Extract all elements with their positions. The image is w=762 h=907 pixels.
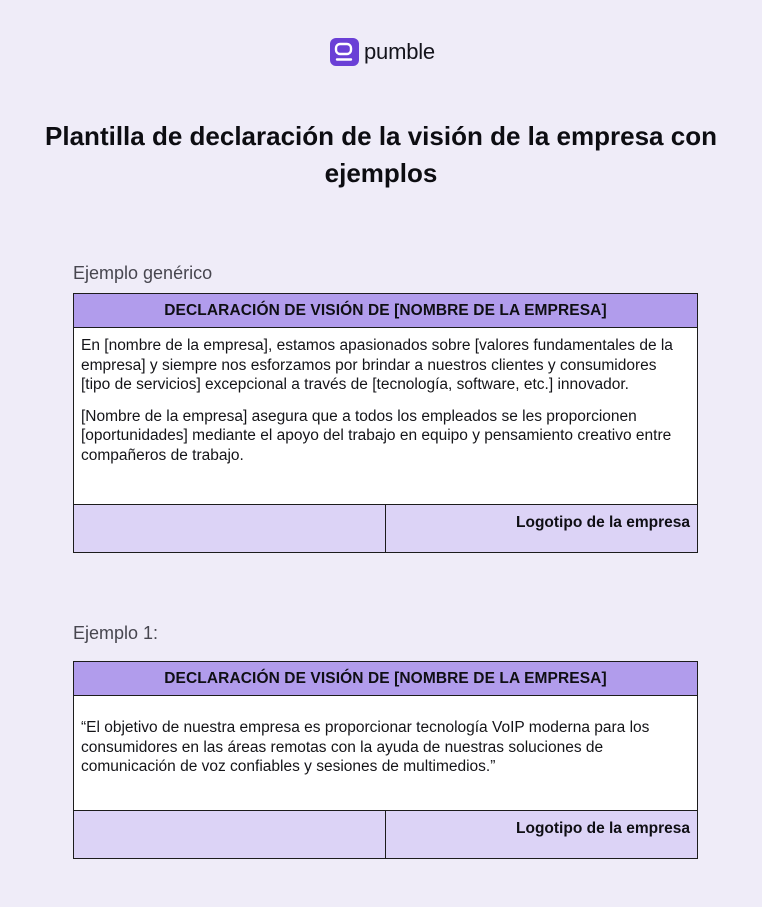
card-paragraph: [Nombre de la empresa] asegura que a todos los empleados se les proporcionen [oportunidades] mediante el apoyo del trabajo en equipo y pensamiento creativo entre compañeros de trabajo. <box>81 407 672 464</box>
vision-card-generic <box>73 293 698 553</box>
card-footer <box>74 505 697 552</box>
section-label-example-1: Ejemplo 1: <box>73 623 159 643</box>
card-header: DECLARACIÓN DE VISIÓN DE [NOMBRE DE LA EMPRESA] <box>74 294 697 328</box>
pumble-logo-icon <box>330 38 359 66</box>
footer-empty-cell <box>74 811 386 858</box>
card-footer <box>74 811 697 858</box>
section-label-generic: Ejemplo genérico <box>73 263 213 283</box>
page-title: Plantilla de declaración de la visión de la empresa con ejemplos <box>45 121 717 188</box>
company-logo-label: Logotipo de la empresa <box>516 820 690 837</box>
card-body <box>74 328 697 505</box>
vision-card-example-1 <box>73 661 698 859</box>
card-body <box>74 696 697 811</box>
brand-name: pumble <box>364 39 435 64</box>
card-header: DECLARACIÓN DE VISIÓN DE [NOMBRE DE LA EMPRESA] <box>74 662 697 696</box>
card-paragraph: En [nombre de la empresa], estamos apasionados sobre [valores fundamentales de la empresa] y siempre nos esforzamos por brindar a nuestros clientes y consumidores [tipo de servicios] excepcional a través de [tecnología, software, etc.] innovador. <box>81 337 673 393</box>
footer-empty-cell <box>74 505 386 552</box>
pumble-logo <box>330 38 435 66</box>
card-paragraph: “El objetivo de nuestra empresa es proporcionar tecnología VoIP moderna para los consumidores en las áreas remotas con la ayuda de nuestras soluciones de comunicación de voz confiables y sesiones de multimedios.” <box>81 719 650 775</box>
company-logo-label: Logotipo de la empresa <box>516 514 690 531</box>
